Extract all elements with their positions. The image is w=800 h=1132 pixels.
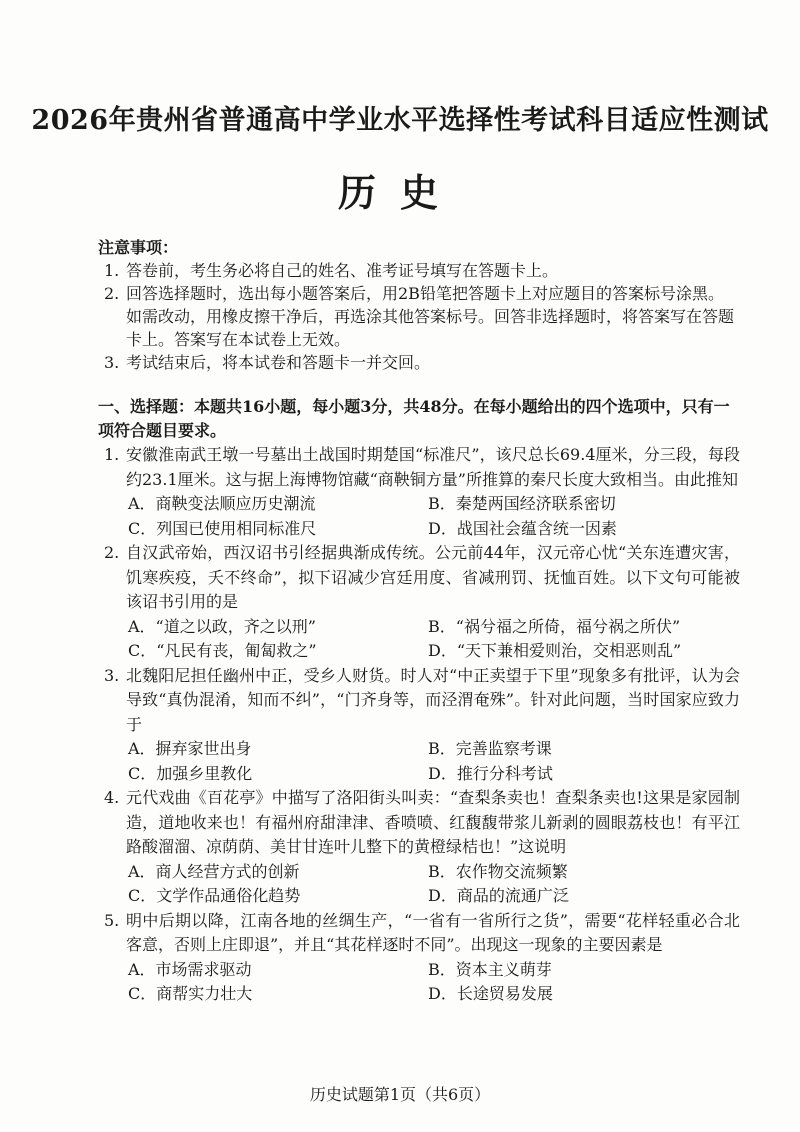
option-b: B．秦楚两国经济联系密切	[428, 494, 616, 513]
option-b: B．农作物交流频繁	[428, 861, 568, 881]
option-d: D．战国社会蕴含统一因素	[428, 518, 617, 538]
notice-item-number: 2.	[104, 284, 120, 303]
notice-item	[104, 351, 736, 374]
question-number: 2.	[104, 543, 120, 562]
option-a: A．商鞅变法顺应历史潮流	[128, 494, 316, 513]
option-d: D．长途贸易发展	[428, 984, 553, 1003]
option-b: B．资本主义萌芽	[428, 959, 552, 979]
exam-title: 2026年贵州省普通高中学业水平选择性考试科目适应性测试	[31, 105, 769, 136]
option-c: C．列国已使用相同标准尺	[128, 518, 317, 538]
question-stem: 自汉武帝始，西汉诏书引经据典渐成传统。公元前44年，汉元帝心忧“关东连遭灾害，饥寒疾疫，夭不终命”，拟下诏减少宫廷用度、省减刑罚、抚恤百姓。以下文句可能被该诏书引用的是	[126, 543, 740, 611]
question-stem: 明中后期以降，江南各地的丝绸生产，“一省有一省所行之货”，需要“花样轻重必合北客意，否则上庄即退”，并且“其花样逐时不同”。出现这一现象的主要因素是	[126, 910, 740, 954]
option-c: C．加强乡里教化	[128, 763, 253, 783]
question-list	[104, 443, 740, 1007]
option-d: D．“天下兼相爱则治，交相恶则乱”	[428, 641, 682, 660]
option-c: C．商帮实力壮大	[128, 984, 253, 1003]
notice-item-text: 回答选择题时，选出每小题答案后，用2B铅笔把答题卡上对应题目的答案标号涂黑。如需改动，用橡皮擦干净后，再选涂其他答案标号。回答非选择题时，将答案写在答题卡上。答案写在本试卷上无效。	[126, 284, 735, 349]
option-d: D．推行分科考试	[428, 763, 553, 783]
notice-heading: 注意事项：	[98, 238, 179, 257]
notice-item-number: 1.	[104, 261, 120, 280]
option-d: D．商品的流通广泛	[428, 886, 569, 905]
option-a: A．市场需求驱动	[128, 959, 252, 979]
question-3	[104, 664, 740, 787]
option-a: A．商人经营方式的创新	[128, 861, 300, 881]
option-c: C．“凡民有丧，匍匐救之”	[128, 641, 317, 660]
question-2	[104, 541, 740, 664]
notice-item-number: 3.	[104, 353, 120, 372]
notice-item	[104, 282, 736, 351]
notice-item	[104, 259, 736, 282]
question-stem: 安徽淮南武王墩一号墓出土战国时期楚国“标准尺”，该尺总长69.4厘米，分三段，每段约23.1厘米。这与据上海博物馆藏“商鞅铜方量”所推算的秦尺长度大致相当。由此推知	[126, 445, 740, 489]
subject-title: 历史	[337, 170, 462, 215]
question-number: 1.	[104, 445, 120, 464]
option-a: A．摒弃家世出身	[128, 739, 252, 758]
notice-item-text: 答卷前，考生务必将自己的姓名、准考证号填写在答题卡上。	[126, 261, 559, 280]
question-stem: 元代戏曲《百花亭》中描写了洛阳街头叫卖：“查梨条卖也！查梨条卖也!这果是家园制造，道地收来也！有福州府甜津津、香喷喷、红馥馥带浆儿新剥的圆眼荔枝也！有平江路酸溜溜、凉荫荫、美甘甘连叶儿整下的黄橙绿桔也！”这说明	[126, 788, 740, 856]
notice-item-text: 考试结束后，将本试卷和答题卡一并交回。	[126, 353, 431, 372]
option-b: B．“祸兮福之所倚，福兮祸之所伏”	[428, 616, 681, 636]
page-footer: 历史试题第1页（共6页）	[309, 1085, 491, 1104]
question-4	[104, 786, 740, 909]
option-c: C．文学作品通俗化趋势	[128, 886, 301, 905]
question-number: 5.	[104, 910, 120, 930]
question-stem: 北魏阳尼担任幽州中正，受乡人财货。时人对“中正卖望于下里”现象多有批评，认为会导致“真伪混淆，知而不纠”，“门齐身等，而泾渭奄殊”。针对此问题，当时国家应致力于	[126, 665, 740, 734]
question-5	[104, 909, 740, 1007]
option-a: A．“道之以政，齐之以刑”	[128, 616, 316, 636]
notice-list	[104, 259, 736, 374]
question-1	[104, 443, 740, 541]
question-number: 4.	[104, 788, 120, 807]
question-number: 3.	[104, 665, 120, 685]
option-b: B．完善监察考课	[428, 739, 552, 758]
section-heading: 一、选择题：本题共16小题，每小题3分，共48分。在每小题给出的四个选项中，只有一项符合题目要求。	[98, 397, 730, 440]
